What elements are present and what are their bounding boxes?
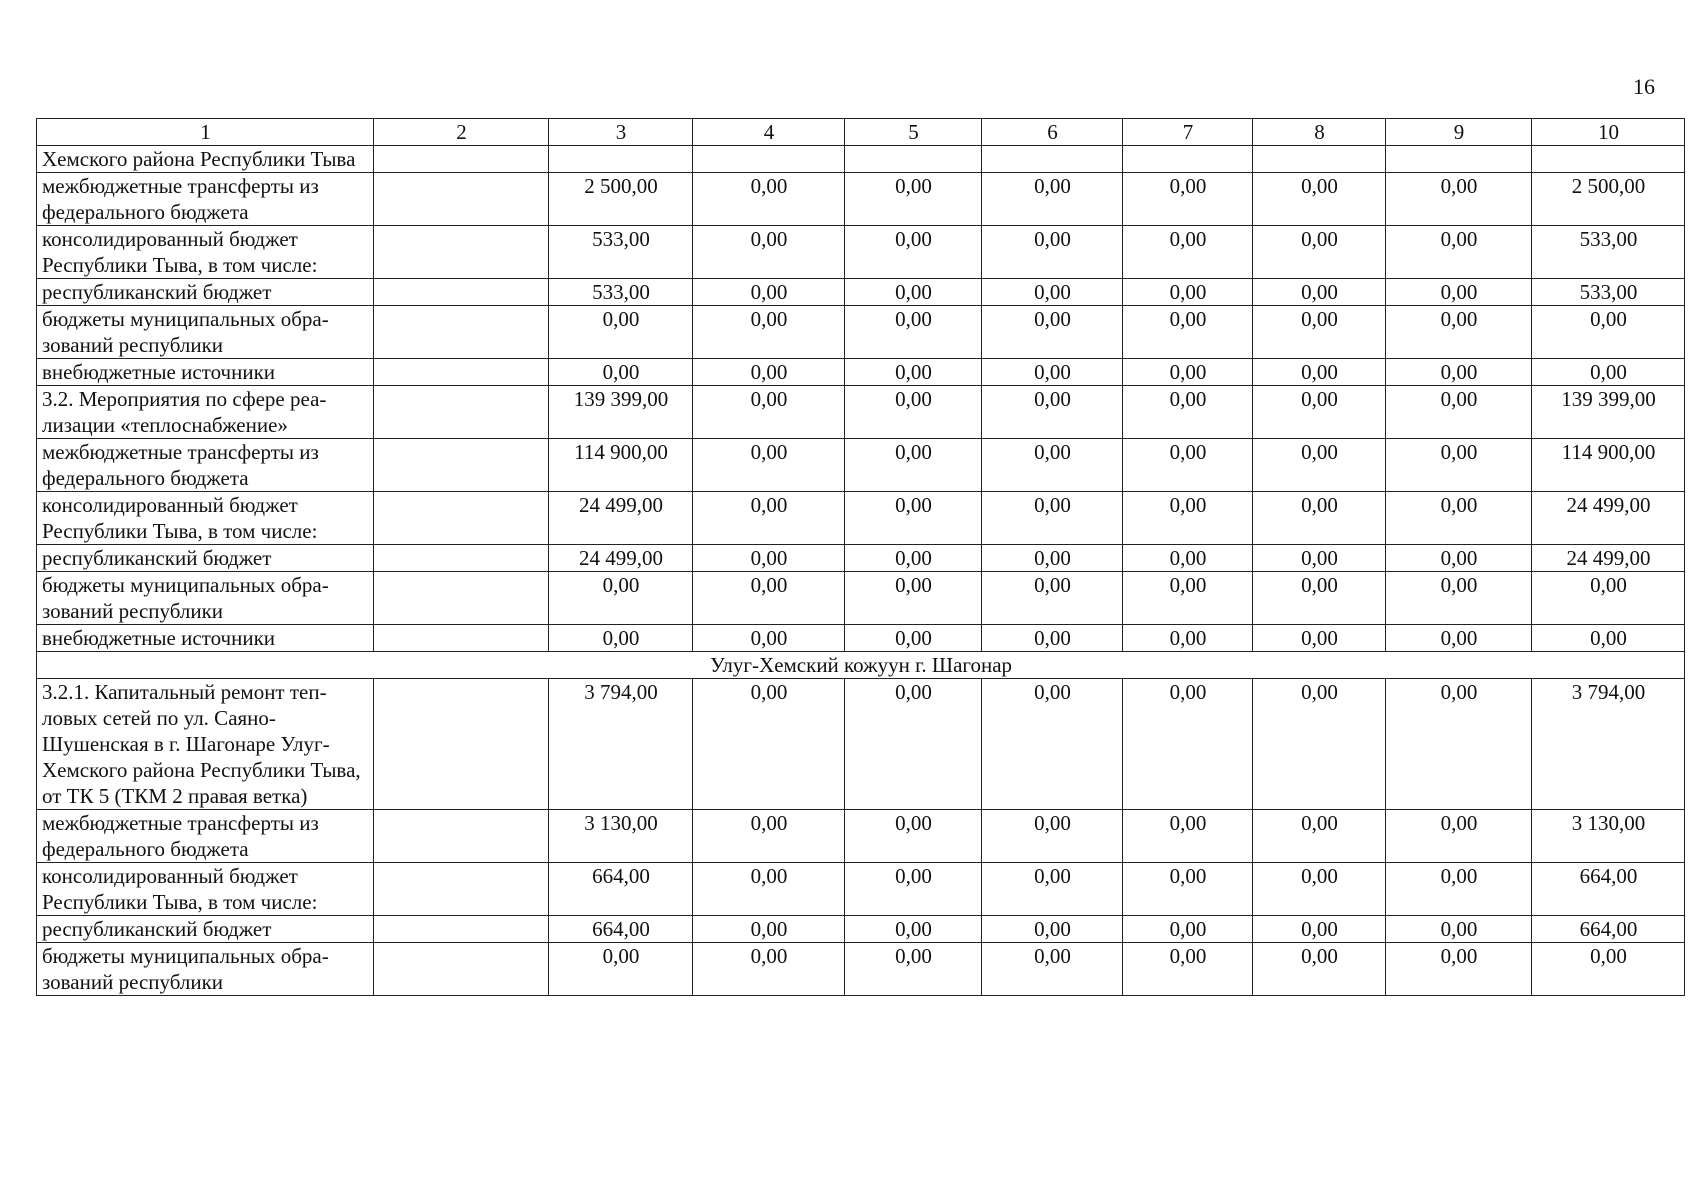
- table-body: [37, 146, 1685, 996]
- column-header: 4: [693, 119, 845, 146]
- row-label: республиканский бюджет: [37, 916, 374, 943]
- row-label: бюджеты муниципальных обра- зований республики: [37, 943, 374, 996]
- value-cell: 0,00: [982, 279, 1123, 306]
- table-row: [37, 279, 1685, 306]
- table-row: [37, 306, 1685, 359]
- total-cell: 664,00: [1532, 863, 1685, 916]
- value-cell: 0,00: [845, 306, 982, 359]
- value-cell: 0,00: [1123, 492, 1253, 545]
- value-cell: 0,00: [845, 916, 982, 943]
- value-cell: 0,00: [982, 306, 1123, 359]
- code-cell: [374, 863, 549, 916]
- value-cell: 0,00: [549, 572, 693, 625]
- value-cell: 0,00: [1386, 572, 1532, 625]
- value-cell: 0,00: [1123, 916, 1253, 943]
- value-cell: 0,00: [693, 226, 845, 279]
- row-label: внебюджетные источники: [37, 625, 374, 652]
- value-cell: 0,00: [1386, 226, 1532, 279]
- value-cell: 0,00: [1386, 679, 1532, 810]
- table-row: [37, 439, 1685, 492]
- value-cell: 0,00: [1386, 279, 1532, 306]
- value-cell: 24 499,00: [549, 492, 693, 545]
- column-header: 6: [982, 119, 1123, 146]
- value-cell: 0,00: [1123, 679, 1253, 810]
- value-cell: 139 399,00: [549, 386, 693, 439]
- total-cell: 0,00: [1532, 625, 1685, 652]
- value-cell: 0,00: [1123, 943, 1253, 996]
- value-cell: 664,00: [549, 916, 693, 943]
- total-cell: 3 130,00: [1532, 810, 1685, 863]
- total-cell: 533,00: [1532, 279, 1685, 306]
- value-cell: 0,00: [693, 916, 845, 943]
- total-cell: 2 500,00: [1532, 173, 1685, 226]
- value-cell: 0,00: [845, 545, 982, 572]
- table-row: [37, 810, 1685, 863]
- row-label: консолидированный бюджет Республики Тыва, в том числе:: [37, 226, 374, 279]
- total-cell: 3 794,00: [1532, 679, 1685, 810]
- value-cell: 0,00: [1253, 625, 1386, 652]
- value-cell: 0,00: [1386, 810, 1532, 863]
- value-cell: 0,00: [1123, 572, 1253, 625]
- value-cell: 0,00: [1123, 306, 1253, 359]
- value-cell: 0,00: [1253, 492, 1386, 545]
- value-cell: 0,00: [1253, 173, 1386, 226]
- value-cell: 0,00: [693, 679, 845, 810]
- value-cell: [982, 146, 1123, 173]
- row-label: межбюджетные трансферты из федерального бюджета: [37, 810, 374, 863]
- value-cell: 0,00: [845, 359, 982, 386]
- code-cell: [374, 439, 549, 492]
- code-cell: [374, 625, 549, 652]
- code-cell: [374, 386, 549, 439]
- total-cell: 533,00: [1532, 226, 1685, 279]
- value-cell: 0,00: [693, 492, 845, 545]
- value-cell: 0,00: [982, 625, 1123, 652]
- value-cell: 0,00: [1123, 386, 1253, 439]
- value-cell: 0,00: [1386, 916, 1532, 943]
- value-cell: 0,00: [1123, 439, 1253, 492]
- table-row: [37, 863, 1685, 916]
- value-cell: 0,00: [1123, 810, 1253, 863]
- value-cell: 0,00: [982, 173, 1123, 226]
- code-cell: [374, 572, 549, 625]
- value-cell: 0,00: [1386, 306, 1532, 359]
- row-label: республиканский бюджет: [37, 279, 374, 306]
- value-cell: 0,00: [982, 810, 1123, 863]
- value-cell: 0,00: [1253, 916, 1386, 943]
- row-label: бюджеты муниципальных обра- зований республики: [37, 306, 374, 359]
- value-cell: 0,00: [1253, 679, 1386, 810]
- table-row: [37, 943, 1685, 996]
- row-label: консолидированный бюджет Республики Тыва, в том числе:: [37, 863, 374, 916]
- section-header-row: [37, 652, 1685, 679]
- value-cell: 3 794,00: [549, 679, 693, 810]
- value-cell: 0,00: [549, 306, 693, 359]
- budget-table: [36, 118, 1685, 996]
- column-header: 9: [1386, 119, 1532, 146]
- table-row: [37, 679, 1685, 810]
- value-cell: 0,00: [1253, 572, 1386, 625]
- value-cell: 0,00: [1386, 625, 1532, 652]
- value-cell: [1253, 146, 1386, 173]
- value-cell: 0,00: [693, 279, 845, 306]
- value-cell: 0,00: [845, 810, 982, 863]
- value-cell: 0,00: [1386, 386, 1532, 439]
- value-cell: 0,00: [845, 943, 982, 996]
- column-header: 5: [845, 119, 982, 146]
- total-cell: 0,00: [1532, 359, 1685, 386]
- value-cell: 0,00: [1386, 359, 1532, 386]
- value-cell: 0,00: [1386, 173, 1532, 226]
- value-cell: 0,00: [693, 386, 845, 439]
- table-row: [37, 226, 1685, 279]
- value-cell: 664,00: [549, 863, 693, 916]
- total-cell: 0,00: [1532, 572, 1685, 625]
- table-row: [37, 173, 1685, 226]
- row-label: 3.2. Мероприятия по сфере реа- лизации «теплоснабжение»: [37, 386, 374, 439]
- page-number: 16: [1633, 74, 1655, 99]
- code-cell: [374, 545, 549, 572]
- value-cell: 0,00: [982, 359, 1123, 386]
- row-label: республиканский бюджет: [37, 545, 374, 572]
- value-cell: 0,00: [845, 863, 982, 916]
- row-label: 3.2.1. Капитальный ремонт теп- ловых сетей по ул. Саяно- Шушенская в г. Шагонаре Улуг- Хемского района Республики Тыва, от ТК 5 (ТКМ 2 правая ветка): [37, 679, 374, 810]
- value-cell: [549, 146, 693, 173]
- code-cell: [374, 226, 549, 279]
- value-cell: 0,00: [982, 572, 1123, 625]
- value-cell: 0,00: [693, 306, 845, 359]
- value-cell: 2 500,00: [549, 173, 693, 226]
- value-cell: 0,00: [693, 439, 845, 492]
- table-row: [37, 359, 1685, 386]
- value-cell: 0,00: [693, 810, 845, 863]
- table-row: [37, 625, 1685, 652]
- column-header: 2: [374, 119, 549, 146]
- value-cell: 0,00: [1386, 943, 1532, 996]
- row-label: консолидированный бюджет Республики Тыва, в том числе:: [37, 492, 374, 545]
- value-cell: 0,00: [1253, 386, 1386, 439]
- code-cell: [374, 173, 549, 226]
- value-cell: 0,00: [1386, 492, 1532, 545]
- value-cell: 0,00: [693, 173, 845, 226]
- row-label: внебюджетные источники: [37, 359, 374, 386]
- column-header: 3: [549, 119, 693, 146]
- code-cell: [374, 810, 549, 863]
- code-cell: [374, 943, 549, 996]
- value-cell: 0,00: [693, 545, 845, 572]
- total-cell: 0,00: [1532, 943, 1685, 996]
- value-cell: 0,00: [1253, 863, 1386, 916]
- value-cell: 0,00: [982, 492, 1123, 545]
- value-cell: 0,00: [982, 943, 1123, 996]
- row-label: бюджеты муниципальных обра- зований республики: [37, 572, 374, 625]
- value-cell: 0,00: [1123, 625, 1253, 652]
- table-row: [37, 572, 1685, 625]
- value-cell: 0,00: [549, 359, 693, 386]
- value-cell: 0,00: [1386, 545, 1532, 572]
- value-cell: 0,00: [1123, 863, 1253, 916]
- column-header: 8: [1253, 119, 1386, 146]
- value-cell: 0,00: [1253, 226, 1386, 279]
- row-label: межбюджетные трансферты из федерального бюджета: [37, 173, 374, 226]
- table-row: [37, 492, 1685, 545]
- total-cell: 664,00: [1532, 916, 1685, 943]
- total-cell: 114 900,00: [1532, 439, 1685, 492]
- column-header: 1: [37, 119, 374, 146]
- value-cell: 0,00: [1386, 863, 1532, 916]
- row-label: межбюджетные трансферты из федерального бюджета: [37, 439, 374, 492]
- value-cell: 533,00: [549, 226, 693, 279]
- table-row: [37, 545, 1685, 572]
- value-cell: 0,00: [845, 226, 982, 279]
- code-cell: [374, 492, 549, 545]
- table-row: [37, 386, 1685, 439]
- value-cell: 0,00: [845, 572, 982, 625]
- value-cell: 114 900,00: [549, 439, 693, 492]
- value-cell: 24 499,00: [549, 545, 693, 572]
- value-cell: 0,00: [549, 625, 693, 652]
- value-cell: 0,00: [693, 625, 845, 652]
- value-cell: 533,00: [549, 279, 693, 306]
- value-cell: 0,00: [1123, 173, 1253, 226]
- value-cell: [1123, 146, 1253, 173]
- total-cell: 0,00: [1532, 306, 1685, 359]
- table-row: [37, 916, 1685, 943]
- value-cell: 0,00: [982, 226, 1123, 279]
- value-cell: 0,00: [982, 386, 1123, 439]
- code-cell: [374, 146, 549, 173]
- value-cell: 0,00: [982, 863, 1123, 916]
- value-cell: 3 130,00: [549, 810, 693, 863]
- value-cell: 0,00: [845, 679, 982, 810]
- value-cell: [1386, 146, 1532, 173]
- value-cell: 0,00: [982, 545, 1123, 572]
- value-cell: 0,00: [1123, 545, 1253, 572]
- column-header: 7: [1123, 119, 1253, 146]
- total-cell: [1532, 146, 1685, 173]
- total-cell: 139 399,00: [1532, 386, 1685, 439]
- column-number-row: [37, 119, 1685, 146]
- section-title: Улуг-Хемский кожуун г. Шагонар: [37, 652, 1685, 679]
- value-cell: 0,00: [845, 625, 982, 652]
- value-cell: 0,00: [549, 943, 693, 996]
- value-cell: 0,00: [1123, 279, 1253, 306]
- row-label: Хемского района Республики Тыва: [37, 146, 374, 173]
- value-cell: [845, 146, 982, 173]
- value-cell: 0,00: [845, 173, 982, 226]
- code-cell: [374, 279, 549, 306]
- value-cell: 0,00: [1253, 943, 1386, 996]
- value-cell: 0,00: [693, 359, 845, 386]
- value-cell: 0,00: [1253, 306, 1386, 359]
- value-cell: 0,00: [982, 916, 1123, 943]
- value-cell: 0,00: [982, 679, 1123, 810]
- value-cell: 0,00: [1253, 279, 1386, 306]
- value-cell: 0,00: [693, 572, 845, 625]
- value-cell: 0,00: [1253, 439, 1386, 492]
- total-cell: 24 499,00: [1532, 492, 1685, 545]
- value-cell: 0,00: [1123, 226, 1253, 279]
- total-cell: 24 499,00: [1532, 545, 1685, 572]
- value-cell: 0,00: [693, 943, 845, 996]
- value-cell: 0,00: [693, 863, 845, 916]
- code-cell: [374, 306, 549, 359]
- value-cell: 0,00: [845, 439, 982, 492]
- code-cell: [374, 359, 549, 386]
- code-cell: [374, 916, 549, 943]
- code-cell: [374, 679, 549, 810]
- value-cell: [693, 146, 845, 173]
- value-cell: 0,00: [845, 492, 982, 545]
- value-cell: 0,00: [1386, 439, 1532, 492]
- value-cell: 0,00: [1253, 810, 1386, 863]
- value-cell: 0,00: [982, 439, 1123, 492]
- table-row: [37, 146, 1685, 173]
- value-cell: 0,00: [845, 279, 982, 306]
- value-cell: 0,00: [1123, 359, 1253, 386]
- column-header: 10: [1532, 119, 1685, 146]
- value-cell: 0,00: [845, 386, 982, 439]
- value-cell: 0,00: [1253, 545, 1386, 572]
- value-cell: 0,00: [1253, 359, 1386, 386]
